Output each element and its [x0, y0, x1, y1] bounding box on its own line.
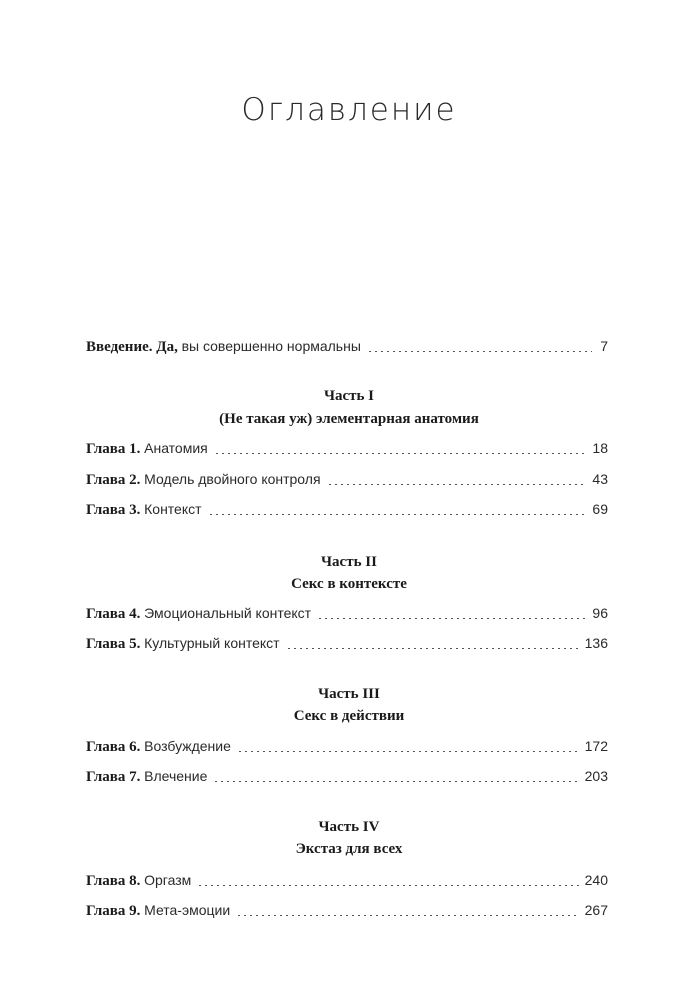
dot-leader: [236, 915, 578, 916]
chapter-label: Глава 7.: [86, 769, 141, 785]
chapter-title: Анатомия: [144, 440, 208, 456]
page-number: 69: [592, 501, 608, 517]
dot-leader: [214, 453, 587, 454]
toc-entry-chapter-6[interactable]: [86, 738, 608, 756]
part-1-title: (Не такая уж) элементарная анатомия: [219, 411, 479, 427]
chapter-label: Глава 2.: [86, 472, 141, 488]
page-number: 267: [584, 902, 608, 918]
page-title: Оглавление: [241, 92, 457, 128]
dot-leader: [197, 885, 578, 886]
toc-entry-chapter-3[interactable]: [86, 501, 608, 519]
toc-entry-chapter-7[interactable]: [86, 768, 608, 786]
chapter-title: Мета-эмоции: [144, 902, 231, 918]
chapter-label: Глава 6.: [86, 739, 141, 755]
chapter-title: Модель двойного контроля: [144, 471, 321, 487]
chapter-label: Глава 8.: [86, 873, 141, 889]
toc-entry-intro[interactable]: [86, 338, 608, 356]
chapter-label: Глава 1.: [86, 441, 141, 457]
dot-leader: [317, 618, 586, 619]
dot-leader: [213, 781, 578, 782]
toc-entry-chapter-9[interactable]: [86, 902, 608, 920]
chapter-title: Влечение: [144, 768, 208, 784]
toc-entry-chapter-8[interactable]: [86, 872, 608, 890]
chapter-label: Глава 9.: [86, 903, 141, 919]
chapter-title: Культурный контекст: [144, 635, 280, 651]
part-4-number: Часть IV: [318, 819, 380, 835]
part-4-title: Экстаз для всех: [295, 841, 403, 857]
chapter-label: Глава 5.: [86, 636, 141, 652]
chapter-title: Возбуждение: [144, 738, 231, 754]
toc-entry-chapter-1[interactable]: [86, 440, 608, 458]
page-number: 240: [584, 872, 608, 888]
page-number: 43: [592, 471, 608, 487]
part-3-title: Секс в действии: [293, 708, 405, 724]
dot-leader: [208, 514, 587, 515]
chapter-label: Глава 4.: [86, 606, 141, 622]
chapter-label: Глава 3.: [86, 502, 141, 518]
chapter-title: Эмоциональный контекст: [144, 605, 312, 621]
toc-entry-chapter-4[interactable]: [86, 605, 608, 623]
part-3-number: Часть III: [318, 686, 380, 702]
toc-entry-chapter-5[interactable]: [86, 635, 608, 653]
dot-leader: [367, 351, 592, 352]
dot-leader: [286, 648, 579, 649]
page-number: 18: [592, 440, 608, 456]
page-number: 136: [584, 635, 608, 651]
toc-entry-chapter-2[interactable]: [86, 471, 608, 489]
dot-leader: [327, 484, 587, 485]
part-2-number: Часть II: [321, 554, 377, 570]
chapter-title: Контекст: [144, 501, 202, 517]
intro-label: Введение. Да,: [86, 339, 178, 355]
intro-title: вы совершенно нормальны: [181, 338, 361, 354]
page-number: 7: [600, 338, 608, 354]
page-number: 172: [584, 738, 608, 754]
part-2-title: Секс в контексте: [291, 576, 407, 592]
part-1-number: Часть I: [323, 388, 375, 404]
dot-leader: [237, 751, 579, 752]
page-number: 96: [592, 605, 608, 621]
chapter-title: Оргазм: [144, 872, 192, 888]
page-number: 203: [584, 768, 608, 784]
